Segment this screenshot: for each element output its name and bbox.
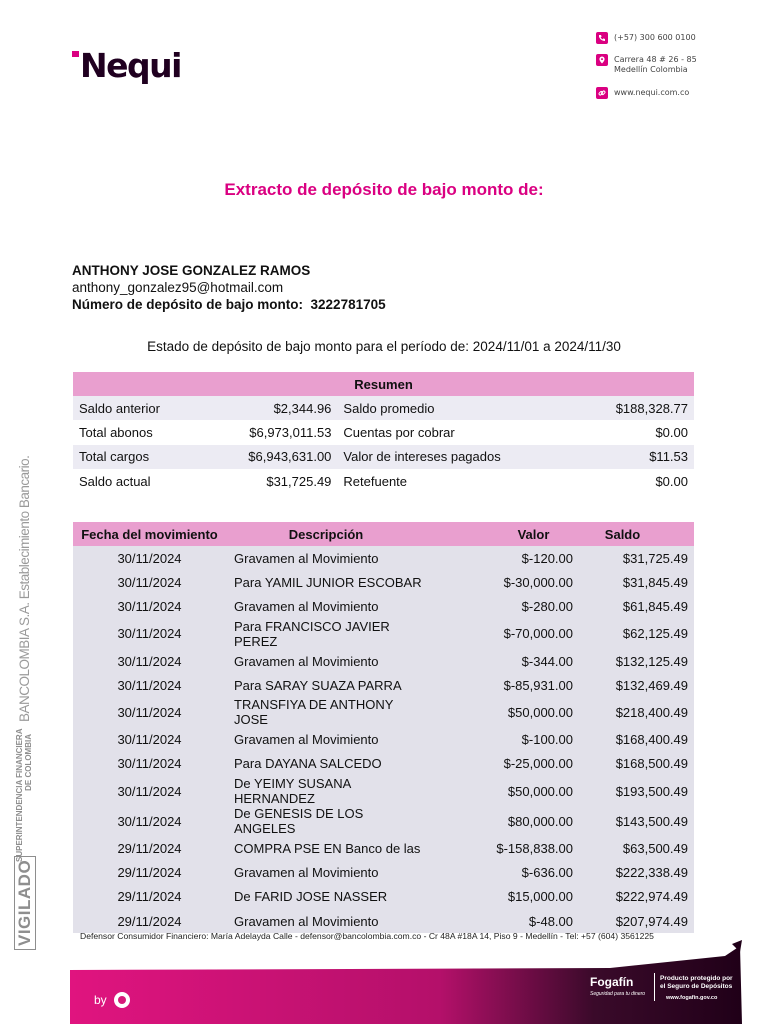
account-email: anthony_gonzalez95@hotmail.com <box>72 280 284 295</box>
movements-table <box>73 522 694 933</box>
movement-description: Para SARAY SUAZA PARRA <box>226 673 426 697</box>
movement-value: $-30,000.00 <box>426 570 581 594</box>
movement-date: 30/11/2024 <box>73 546 226 570</box>
col-header-description: Descripción <box>226 522 426 546</box>
by-label: by <box>94 993 107 1007</box>
movement-description: Gravamen al Movimiento <box>226 649 426 673</box>
movement-row <box>73 570 694 594</box>
movement-balance: $222,974.49 <box>581 885 694 909</box>
movement-balance: $222,338.49 <box>581 860 694 884</box>
account-info <box>72 262 386 313</box>
summary-value: $11.53 <box>575 445 694 469</box>
movement-date: 29/11/2024 <box>73 885 226 909</box>
movement-value: $-25,000.00 <box>426 752 581 776</box>
summary-row <box>73 469 694 493</box>
summary-row <box>73 396 694 420</box>
movement-balance: $218,400.49 <box>581 697 694 727</box>
movement-description: Gravamen al Movimiento <box>226 595 426 619</box>
movement-date: 29/11/2024 <box>73 860 226 884</box>
movement-row <box>73 806 694 836</box>
movement-value: $-120.00 <box>426 546 581 570</box>
movement-balance: $63,500.49 <box>581 836 694 860</box>
summary-label: Saldo anterior <box>73 396 204 420</box>
superintendencia-text: SUPERINTENDENCIA FINANCIERA DE COLOMBIA <box>15 728 33 862</box>
movement-row <box>73 836 694 860</box>
movement-row <box>73 752 694 776</box>
movement-balance: $31,725.49 <box>581 546 694 570</box>
fogafin-url: www.fogafin.gov.co <box>666 995 718 1001</box>
period-text: Estado de depósito de bajo monto para el período de: 2024/11/01 a 2024/11/30 <box>147 339 621 354</box>
movement-value: $-344.00 <box>426 649 581 673</box>
movement-description: Para DAYANA SALCEDO <box>226 752 426 776</box>
movement-date: 30/11/2024 <box>73 619 226 649</box>
movement-value: $-158,838.00 <box>426 836 581 860</box>
summary-value: $31,725.49 <box>266 473 332 489</box>
summary-table <box>73 372 694 493</box>
movement-balance: $193,500.49 <box>581 776 694 806</box>
fogafin-tagline: Seguridad para tu dinero <box>590 991 646 997</box>
movement-balance: $31,845.49 <box>581 570 694 594</box>
summary-value: $188,328.77 <box>575 396 694 420</box>
col-header-value: Valor <box>426 522 581 546</box>
movement-value: $-100.00 <box>426 727 581 751</box>
movement-date: 29/11/2024 <box>73 836 226 860</box>
account-holder-name: ANTHONY JOSE GONZALEZ RAMOS <box>72 263 311 278</box>
summary-value: $0.00 <box>655 473 688 489</box>
movement-description: Para YAMIL JUNIOR ESCOBAR <box>226 570 426 594</box>
movement-description: Gravamen al Movimiento <box>226 727 426 751</box>
movement-row <box>73 595 694 619</box>
movement-description: Gravamen al Movimiento <box>226 860 426 884</box>
movement-balance: $168,500.49 <box>581 752 694 776</box>
movement-value: $80,000.00 <box>426 806 581 836</box>
summary-label: Total cargos <box>73 445 204 469</box>
movement-date: 30/11/2024 <box>73 649 226 673</box>
movement-balance: $61,845.49 <box>581 595 694 619</box>
deposit-number-row <box>72 296 386 313</box>
movement-description: De YEIMY SUSANA HERNANDEZ <box>226 776 426 806</box>
movement-date: 30/11/2024 <box>73 673 226 697</box>
contact-address <box>596 54 756 75</box>
phone-icon <box>596 32 608 44</box>
movement-date: 30/11/2024 <box>73 697 226 727</box>
movement-value: $-48.00 <box>426 909 581 933</box>
movement-balance: $132,125.49 <box>581 649 694 673</box>
movement-balance: $132,469.49 <box>581 673 694 697</box>
vigilado-stamp: VIGILADO <box>14 856 36 950</box>
movement-description: Gravamen al Movimiento <box>226 546 426 570</box>
bancolombia-logo-icon <box>114 992 130 1008</box>
address-line-2: Medellín Colombia <box>614 65 688 74</box>
movement-description: Para FRANCISCO JAVIER PEREZ <box>226 619 426 649</box>
movement-value: $-636.00 <box>426 860 581 884</box>
movement-balance: $207,974.49 <box>581 909 694 933</box>
summary-value: $6,973,011.53 <box>249 424 332 440</box>
movement-date: 30/11/2024 <box>73 752 226 776</box>
summary-value: $6,943,631.00 <box>204 445 338 469</box>
website-link[interactable]: www.nequi.com.co <box>614 88 690 97</box>
movement-description: COMPRA PSE EN Banco de las <box>226 836 426 860</box>
movement-description: De FARID JOSE NASSER <box>226 885 426 909</box>
fogafin-name: Fogafín <box>590 975 634 989</box>
summary-row <box>73 445 694 469</box>
defensor-text: Defensor Consumidor Financiero: María Adelayda Calle - defensor@bancolombia.com.co - Cr 48A #18A 14, Piso 9 - Medellín - Tel: +57 (604) 3561225 <box>80 931 654 941</box>
movement-date: 29/11/2024 <box>73 909 226 933</box>
summary-label: Retefuente <box>343 473 408 489</box>
movement-date: 30/11/2024 <box>73 727 226 751</box>
movement-value: $-85,931.00 <box>426 673 581 697</box>
col-header-balance: Saldo <box>581 522 694 546</box>
movement-balance: $143,500.49 <box>581 806 694 836</box>
movement-value: $15,000.00 <box>426 885 581 909</box>
summary-label: Cuentas por cobrar <box>343 424 455 440</box>
movement-date: 30/11/2024 <box>73 570 226 594</box>
bank-legal-text: BANCOLOMBIA S.A. Establecimiento Bancario. <box>17 455 32 722</box>
movement-row <box>73 860 694 884</box>
summary-label: Saldo actual <box>79 473 151 489</box>
summary-value: $0.00 <box>655 424 688 440</box>
summary-row <box>73 420 694 444</box>
movements-header-row <box>73 522 694 546</box>
movement-value: $50,000.00 <box>426 697 581 727</box>
movement-date: 30/11/2024 <box>73 776 226 806</box>
col-header-date: Fecha del movimiento <box>73 522 226 546</box>
movement-row <box>73 885 694 909</box>
movement-row <box>73 649 694 673</box>
movement-row <box>73 697 694 727</box>
movement-row <box>73 727 694 751</box>
summary-label: Saldo promedio <box>337 396 575 420</box>
nequi-logo <box>72 46 192 86</box>
contact-phone: (+57) 300 600 0100 <box>596 32 756 44</box>
statement-title: Extracto de depósito de bajo monto de: <box>224 180 544 199</box>
movement-balance: $168,400.49 <box>581 727 694 751</box>
deposit-number: 3222781705 <box>310 297 386 312</box>
movement-value: $-70,000.00 <box>426 619 581 649</box>
address-line-1: Carrera 48 # 26 - 85 <box>614 55 697 64</box>
movement-description: Gravamen al Movimiento <box>226 909 426 933</box>
movement-row <box>73 909 694 933</box>
summary-label: Total abonos <box>79 424 153 440</box>
movement-balance: $62,125.49 <box>581 619 694 649</box>
movement-value: $50,000.00 <box>426 776 581 806</box>
footer-band <box>0 940 768 1024</box>
fogafin-divider <box>654 973 655 1001</box>
summary-value: $2,344.96 <box>204 396 338 420</box>
location-pin-icon <box>596 54 608 66</box>
movement-description: De GENESIS DE LOS ANGELES <box>226 806 426 836</box>
movement-date: 30/11/2024 <box>73 806 226 836</box>
movement-description: TRANSFIYA DE ANTHONY JOSE <box>226 697 426 727</box>
movement-row <box>73 619 694 649</box>
summary-header: Resumen <box>73 372 694 396</box>
fogafin-product-text: Producto protegido por el Seguro de Depósitos <box>660 975 733 990</box>
contact-website <box>596 87 756 99</box>
deposit-number-label: Número de depósito de bajo monto: <box>72 297 304 312</box>
movement-row <box>73 673 694 697</box>
logo-text: Nequi <box>80 46 181 85</box>
movement-date: 30/11/2024 <box>73 595 226 619</box>
movement-row <box>73 546 694 570</box>
summary-label: Valor de intereses pagados <box>337 445 575 469</box>
movement-value: $-280.00 <box>426 595 581 619</box>
logo-accent-mark <box>72 51 79 57</box>
link-icon <box>596 87 608 99</box>
contact-info <box>596 32 756 109</box>
movement-row <box>73 776 694 806</box>
